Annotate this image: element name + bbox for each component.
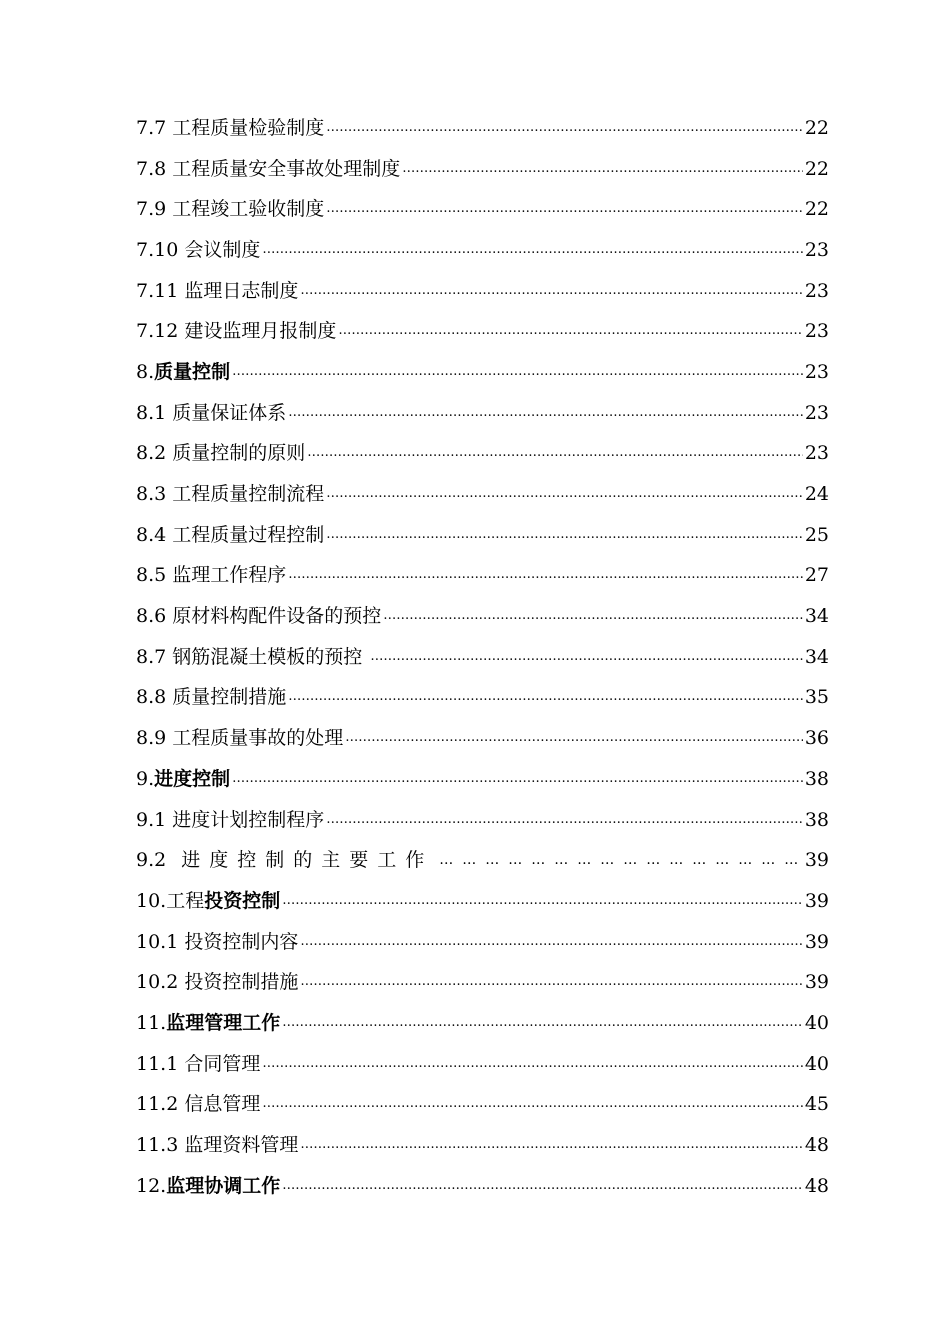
toc-entry[interactable] — [136, 393, 829, 434]
toc-entry-number: 8.1 — [136, 401, 167, 424]
toc-entry-number: 11.1 — [136, 1052, 179, 1075]
toc-dot-leader — [326, 528, 803, 541]
toc-entry[interactable] — [136, 556, 829, 597]
toc-entry-title-text: 钢筋混凝土模板的预控 — [172, 645, 363, 668]
toc-dot-leader — [326, 813, 803, 826]
toc-dot-leader — [282, 1179, 803, 1192]
toc-entry-page: 48 — [804, 1134, 829, 1157]
toc-dot-leader — [326, 121, 803, 134]
toc-entry-title-text: 建设监理月报制度 — [184, 320, 337, 343]
toc-entry-number: 7.8 — [136, 157, 167, 180]
toc-dot-leader — [300, 975, 802, 988]
toc-dot-leader — [307, 446, 803, 459]
toc-entry-title — [178, 973, 298, 992]
toc-dot-leader — [288, 690, 803, 703]
toc-dot-leader — [402, 162, 803, 175]
toc-entry[interactable] — [136, 678, 829, 719]
toc-dot-leader — [262, 1057, 802, 1070]
toc-entry-title-text: 合同管理 — [184, 1052, 261, 1075]
toc-entry-title-text: 投资控制 — [204, 889, 281, 912]
toc-entry-number: 11.3 — [136, 1134, 179, 1157]
toc-entry-page: 23 — [804, 320, 829, 343]
toc-entry-number: 8.2 — [136, 442, 167, 465]
toc-dot-leader — [300, 935, 802, 948]
toc-entry-title-text: 质量控制措施 — [172, 686, 287, 709]
toc-entry[interactable] — [136, 474, 829, 515]
toc-dot-leader — [326, 202, 803, 215]
toc-entry-title — [166, 116, 325, 139]
toc-entry-page: 39 — [804, 849, 829, 872]
toc-entry-number: 8.7 — [136, 645, 167, 668]
toc-entry-title — [166, 688, 286, 707]
toc-entry[interactable] — [136, 1044, 829, 1085]
toc-entry[interactable] — [136, 230, 829, 271]
toc-entry-title — [166, 808, 325, 831]
toc-entry-title — [166, 485, 324, 504]
toc-entry-number: 8.9 — [136, 727, 167, 750]
toc-entry-title-text: 工程质量检验制度 — [172, 116, 325, 139]
toc-entry-title — [178, 1095, 260, 1114]
toc-entry[interactable] — [136, 637, 829, 678]
toc-entry-title — [166, 645, 368, 668]
toc-entry-number: 7.10 — [136, 238, 179, 261]
toc-entry-title — [166, 607, 381, 626]
toc-entry-number: 8.3 — [136, 483, 167, 506]
toc-dot-leader — [439, 853, 803, 867]
toc-entry-title-text: 工程质量事故的处理 — [172, 727, 344, 750]
toc-entry-title-text: 会议制度 — [184, 238, 261, 261]
toc-entry-number: 9.1 — [136, 808, 167, 831]
toc-entry-title-text: 质量保证体系 — [172, 401, 287, 424]
toc-entry-number: 7.7 — [136, 116, 167, 139]
toc-dot-leader — [300, 284, 802, 297]
toc-chapter-entry[interactable] — [136, 881, 829, 922]
toc-dot-leader — [370, 650, 802, 663]
toc-dot-leader — [288, 406, 803, 419]
toc-entry-title-text: 工程质量控制流程 — [172, 483, 325, 506]
toc-entry[interactable] — [136, 840, 829, 881]
toc-entry-title-text: 投资控制内容 — [184, 930, 299, 953]
toc-entry-title-text: 进度计划控制程序 — [172, 808, 325, 831]
toc-dot-leader — [262, 243, 802, 256]
toc-dot-leader — [262, 1097, 802, 1110]
toc-entry[interactable] — [136, 108, 829, 149]
toc-dot-leader — [338, 324, 802, 337]
toc-entry-page: 25 — [804, 523, 829, 546]
toc-dot-leader — [383, 609, 803, 622]
toc-entry-number: 11.2 — [136, 1093, 179, 1116]
toc-entry-number: 7.12 — [136, 320, 179, 343]
toc-entry[interactable] — [136, 1085, 829, 1126]
toc-entry-number: 8.6 — [136, 605, 167, 628]
toc-entry-title-text: 工程质量过程控制 — [172, 523, 325, 546]
toc-entry[interactable] — [136, 149, 829, 190]
toc-entry-number: 8.4 — [136, 523, 167, 546]
toc-entry-page: 34 — [804, 605, 829, 628]
toc-entry-page: 24 — [804, 483, 829, 506]
toc-entry-title-prefix: 工程 — [166, 889, 205, 912]
toc-dot-leader — [282, 1016, 803, 1029]
toc-entry-title — [166, 566, 286, 585]
toc-entry[interactable] — [136, 1125, 829, 1166]
toc-entry-number: 8.8 — [136, 686, 167, 709]
toc-entry-page: 39 — [804, 930, 829, 953]
toc-entry-number: 11. — [136, 1011, 167, 1034]
toc-chapter-entry[interactable] — [136, 1003, 829, 1044]
toc-entry[interactable] — [136, 189, 829, 230]
toc-entry[interactable] — [136, 515, 829, 556]
toc-entry-page: 22 — [804, 157, 829, 180]
toc-entry-number: 7.11 — [136, 279, 179, 302]
toc-entry-page: 23 — [804, 442, 829, 465]
toc-entry-number: 10.2 — [136, 971, 179, 994]
toc-entry-number: 12. — [136, 1174, 167, 1197]
toc-entry-page: 35 — [804, 686, 829, 709]
toc-entry-number: 9. — [136, 767, 155, 790]
toc-chapter-entry[interactable] — [136, 352, 829, 393]
toc-entry-title — [178, 930, 299, 953]
toc-entry[interactable] — [136, 718, 829, 759]
toc-dot-leader — [232, 772, 803, 785]
toc-entry-title-text: 质量控制的原则 — [172, 442, 306, 465]
toc-entry-page: 38 — [804, 767, 829, 790]
toc-entry-title-text: 监理日志制度 — [184, 279, 299, 302]
toc-dot-leader — [232, 365, 803, 378]
toc-chapter-entry[interactable] — [136, 1166, 829, 1207]
toc-entry-title: 进度控制 — [154, 767, 231, 790]
toc-entry-number: 8. — [136, 360, 155, 383]
toc-entry[interactable] — [136, 434, 829, 475]
toc-entry-page: 45 — [804, 1093, 829, 1116]
toc-entry-page: 38 — [804, 808, 829, 831]
toc-entry-number: 9.2 — [136, 849, 167, 872]
toc-entry-number: 10. — [136, 889, 167, 912]
toc-entry-title — [166, 851, 433, 870]
toc-dot-leader — [326, 487, 803, 500]
toc-entry-title — [166, 157, 401, 180]
toc-entry-page: 34 — [804, 645, 829, 668]
toc-entry-title — [166, 401, 287, 424]
toc-entry-title — [166, 444, 305, 463]
toc-dot-leader — [345, 731, 803, 744]
toc-entry-title-text: 监理资料管理 — [184, 1134, 299, 1157]
toc-entry-title: 监理协调工作 — [166, 1174, 281, 1197]
toc-dot-leader — [282, 894, 803, 907]
toc-entry-title-text: 投资控制措施 — [184, 971, 299, 994]
toc-dot-leader — [288, 568, 803, 581]
toc-entry-title-text: 工程竣工验收制度 — [172, 198, 325, 221]
toc-entry-page: 22 — [804, 198, 829, 221]
toc-entry-title — [166, 889, 281, 912]
toc-entry[interactable] — [136, 596, 829, 637]
toc-entry-title — [178, 1136, 298, 1155]
toc-entry[interactable] — [136, 962, 829, 1003]
toc-entry-page: 40 — [804, 1011, 829, 1034]
toc-entry-page: 23 — [804, 279, 829, 302]
toc-entry[interactable] — [136, 271, 829, 312]
toc-entry-title — [166, 523, 325, 546]
toc-entry-page: 39 — [804, 889, 829, 912]
toc-entry[interactable] — [136, 800, 829, 841]
toc-entry-number: 7.9 — [136, 198, 167, 221]
toc-entry-page: 23 — [804, 238, 829, 261]
toc-entry-page: 39 — [804, 971, 829, 994]
toc-entry-page: 48 — [804, 1174, 829, 1197]
toc-entry-title-text: 工程质量安全事故处理制度 — [172, 157, 401, 180]
toc-entry-page: 22 — [804, 116, 829, 139]
toc-entry-title — [178, 279, 299, 302]
toc-entry[interactable] — [136, 922, 829, 963]
toc-dot-leader — [300, 1138, 802, 1151]
toc-entry-title: 质量控制 — [154, 360, 231, 383]
toc-entry-title — [178, 238, 261, 261]
toc-entry-title — [178, 322, 336, 341]
toc-entry-title-text: 监理工作程序 — [172, 564, 287, 587]
toc-entry-number: 10.1 — [136, 930, 179, 953]
toc-entry-title-text: 信息管理 — [184, 1093, 261, 1116]
toc-entry[interactable] — [136, 311, 829, 352]
toc-chapter-entry[interactable] — [136, 759, 829, 800]
toc-entry-page: 36 — [804, 727, 829, 750]
toc-entry-page: 27 — [804, 564, 829, 587]
toc-entry-title-text: 进度控制的主要工作 — [181, 849, 434, 872]
toc-entry-title-text: 原材料构配件设备的预控 — [172, 605, 382, 628]
toc-entry-page: 23 — [804, 401, 829, 424]
toc-entry-title — [166, 729, 343, 748]
toc-entry-page: 23 — [804, 360, 829, 383]
toc-entry-title: 监理管理工作 — [166, 1011, 281, 1034]
toc-entry-title — [166, 200, 324, 219]
table-of-contents — [136, 108, 829, 1207]
toc-entry-title — [178, 1052, 261, 1075]
toc-entry-number: 8.5 — [136, 564, 167, 587]
toc-entry-page: 40 — [804, 1052, 829, 1075]
